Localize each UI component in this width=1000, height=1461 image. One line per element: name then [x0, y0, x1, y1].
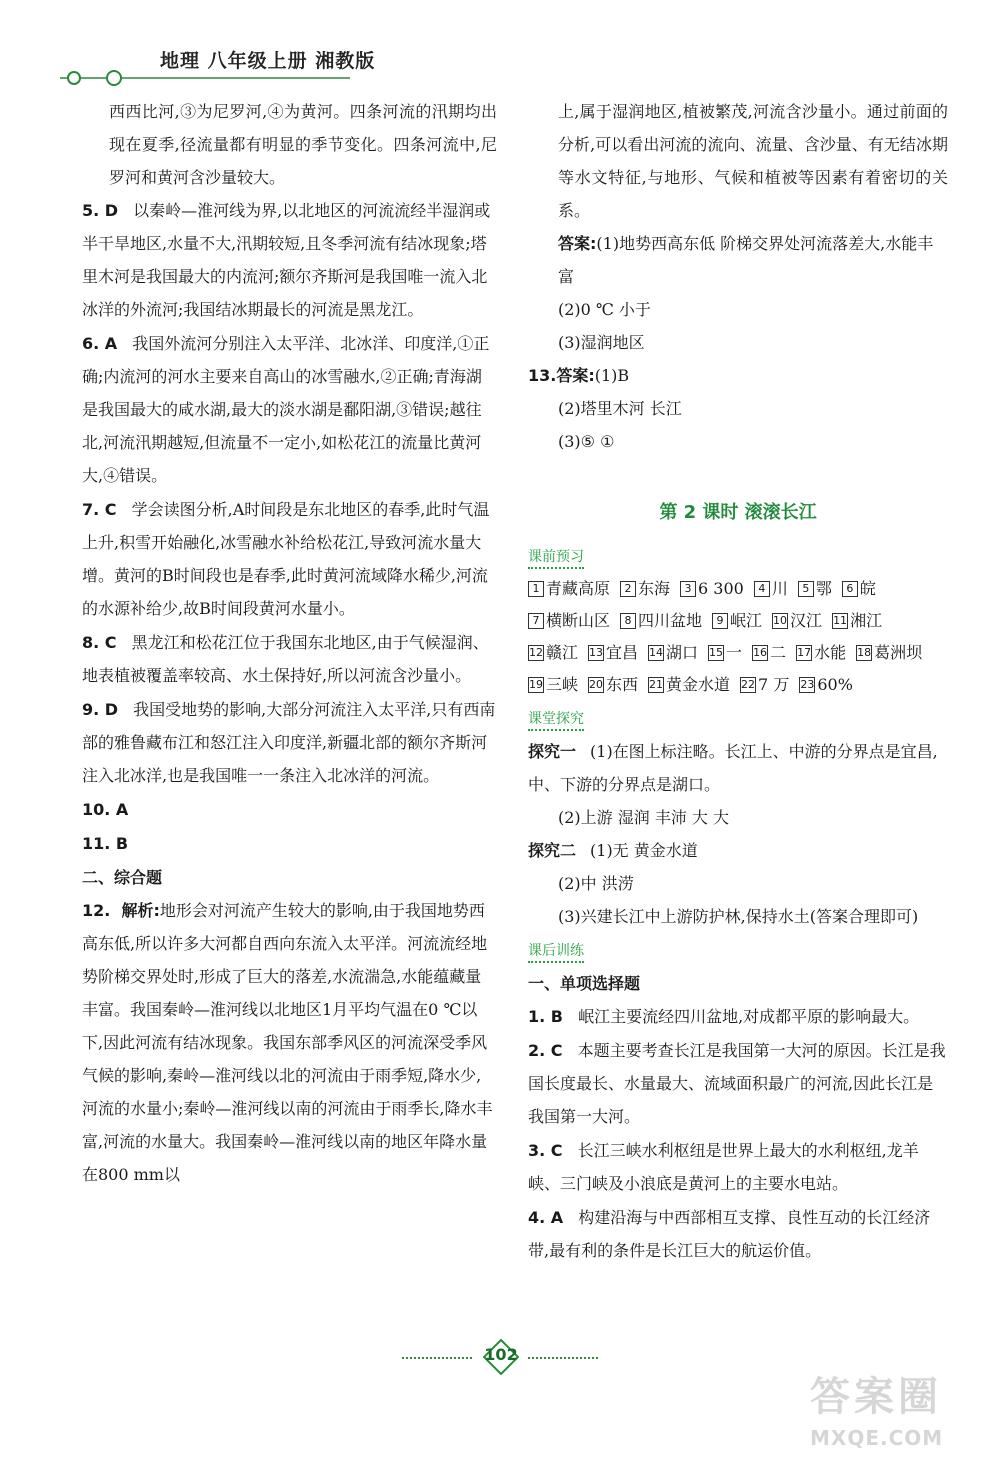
preview-answer-item: [740, 669, 789, 701]
answer-number-box: 20: [589, 678, 604, 691]
answer-12-block: [528, 227, 948, 359]
answer-item-7: [82, 493, 497, 625]
answer-line: (2)0 ℃ 小于: [558, 300, 651, 319]
item-text: 长江三峡水利枢纽是世界上最大的水利枢纽,龙羊峡、三门峡及小浪底是黄河上的主要水电站。: [528, 1141, 919, 1193]
answer-text: 6 300: [698, 579, 744, 598]
watermark: [810, 1375, 943, 1449]
answer-line: (2)上游 湿润 丰沛 大 大: [558, 808, 730, 827]
answer-number-box: 9: [712, 613, 728, 629]
explore-block: [528, 735, 948, 933]
answer-number-box: 21: [649, 678, 664, 691]
item-number: 12.: [82, 901, 111, 920]
preview-answer-item: [798, 573, 832, 605]
answer-text: 宜昌: [606, 643, 639, 662]
answer-text: 一: [726, 643, 743, 662]
item-text: 黑龙江和松花江位于我国东北地区,由于气候湿润、地表植被覆盖率较高、水土保持好,所以河流含沙量小。: [82, 633, 489, 685]
preview-answer-item: [754, 573, 788, 605]
section-heading-comprehensive: 二、综合题: [82, 868, 163, 887]
answer-text: 鄂: [815, 579, 832, 598]
preview-answer-item: [832, 605, 882, 637]
answer-item-8: [82, 626, 497, 692]
answer-number-box: 8: [620, 613, 636, 629]
answer-line: (3)兴建长江中上游防护林,保持水土(答案合理即可): [558, 907, 919, 926]
item-number: 6. A: [82, 334, 118, 353]
answer-item-10: [82, 793, 497, 826]
tag-preview: 课前预习: [528, 547, 584, 569]
left-column: [82, 95, 497, 1192]
answer-number-box: 10: [773, 614, 788, 627]
answer-text: 赣江: [546, 643, 579, 662]
answer-text: 黄金水道: [666, 675, 731, 694]
after-item-1: [528, 1000, 948, 1033]
answer-line: (1)地势西高东低 阶梯交界处河流落差大,水能丰富: [558, 234, 934, 286]
answer-line: (1)无 黄金水道: [590, 841, 698, 860]
answer-number-box: 2: [620, 581, 636, 597]
answer-number-box: 23: [800, 678, 815, 691]
item-number: 3. C: [528, 1141, 563, 1160]
preview-answer-item: [588, 637, 638, 669]
item-number: 1. B: [528, 1007, 563, 1026]
preview-answer-item: [528, 637, 578, 669]
preview-answer-item: [680, 573, 744, 605]
answer-number-box: 16: [753, 646, 768, 659]
section-heading-single-choice: 一、单项选择题: [528, 974, 641, 993]
explore-1-label: 探究一: [528, 742, 577, 761]
answer-text: 东西: [606, 675, 639, 694]
answer-text: 湖口: [666, 643, 699, 662]
footer-dots-left: [402, 1357, 472, 1359]
preview-answer-item: [796, 637, 846, 669]
answer-text: 四川盆地: [638, 611, 703, 630]
answer-number-box: 5: [798, 581, 814, 597]
answer-label: 答案:: [556, 366, 595, 385]
answer-number-box: 18: [857, 646, 872, 659]
right-column: [528, 95, 948, 1268]
answer-number-box: 3: [680, 581, 696, 597]
answer-line: (1)B: [594, 366, 630, 385]
preview-answer-item: [772, 605, 822, 637]
item-number: 9. D: [82, 700, 119, 719]
answer-text: 青藏高原: [546, 579, 611, 598]
watermark-url: MXQE.COM: [810, 1426, 944, 1450]
item-number: 13.: [528, 366, 557, 385]
preview-answer-item: [799, 669, 853, 701]
page-number: 102: [484, 1345, 518, 1364]
answer-item-11: [82, 827, 497, 860]
answer-text: 横断山区: [546, 611, 611, 630]
preview-answer-item: [708, 637, 742, 669]
answer-number-box: 11: [833, 614, 848, 627]
continued-paragraph: 上,属于湿润地区,植被繁茂,河流含沙量小。通过前面的分析,可以看出河流的流向、流量、含沙量、有无结冰期等水文特征,与地形、气候和植被等因素有着密切的关系。: [558, 102, 948, 220]
answer-line: (1)在图上标注略。长江上、中游的分界点是宜昌,中、下游的分界点是湖口。: [528, 742, 938, 794]
answer-number-box: 13: [589, 646, 604, 659]
answer-text: 川: [771, 579, 788, 598]
item-text: 地形会对河流产生较大的影响,由于我国地势西高东低,所以许多大河都自西向东流入太平洋。河流流经地势阶梯交界处时,形成了巨大的落差,水流湍急,水能蕴藏量丰富。我国秦岭—淮河线以北地区1月平均气温在0 ℃以下,因此河流有结冰现象。我国东部季风区的河流深受季风气候的影响,秦岭—淮河线以北的河流由于雨季短,降水少,河流的水量小;秦岭—淮河线以南的河流由于雨季长,降水丰富,河流的水量大。我国秦岭—淮河线以南的地区年降水量在800 mm以: [82, 901, 493, 1184]
item-number: 11. B: [82, 834, 129, 853]
footer-dots-right: [528, 1357, 598, 1359]
answer-text: 东海: [638, 579, 671, 598]
answer-item-12: [82, 894, 497, 1191]
preview-answers: [528, 573, 948, 701]
answer-number-box: 7: [528, 613, 544, 629]
answer-number-box: 4: [754, 581, 770, 597]
answer-text: 葛洲坝: [874, 643, 923, 662]
answer-item-6: [82, 327, 497, 492]
answer-line: (3)⑤ ①: [558, 432, 615, 451]
item-number: 8. C: [82, 633, 117, 652]
tag-after-class: 课后训练: [528, 941, 584, 963]
answer-text: 皖: [859, 579, 876, 598]
preview-answer-item: [648, 669, 730, 701]
preview-answer-item: [856, 637, 922, 669]
answer-number-box: 12: [529, 646, 543, 659]
running-header: 地理 八年级上册 湘教版: [160, 50, 376, 72]
answer-number-box: 6: [842, 581, 858, 597]
item-text: 我国外流河分别注入太平洋、北冰洋、印度洋,①正确;内流河的河水主要来自高山的冰雪融水,②正确;青海湖是我国最大的咸水湖,最大的淡水湖是鄱阳湖,③错误;越往北,河流汛期越短,但流量不一定小,如松花江的流量比黄河大,④错误。: [82, 334, 490, 485]
answer-number-box: 22: [741, 678, 756, 691]
preview-answer-item: [588, 669, 638, 701]
item-text: 岷江主要流经四川盆地,对成都平原的影响最大。: [578, 1007, 920, 1026]
answer-text: 三峡: [546, 675, 579, 694]
after-item-4: [528, 1201, 948, 1267]
answer-item-5: [82, 194, 497, 326]
answer-line: (2)中 洪涝: [558, 874, 634, 893]
preview-answer-item: [752, 637, 786, 669]
answer-number-box: 1: [528, 581, 544, 597]
header-decoration: [60, 66, 360, 90]
item-text: 学会读图分析,A时间段是东北地区的春季,此时气温上升,积雪开始融化,冰雪融水补给松花江,导致河流水量大增。黄河的B时间段也是春季,此时黄河流域降水稀少,河流的水源补给少,故B时间段黄河水量小。: [82, 500, 490, 618]
preview-answer-item: [528, 573, 610, 605]
item-number: 5. D: [82, 201, 119, 220]
answer-item-9: [82, 693, 497, 792]
preview-answer-item: [620, 605, 702, 637]
answer-item-13: [528, 359, 948, 458]
answer-label: 答案:: [558, 234, 597, 253]
answer-line: (3)湿润地区: [558, 333, 645, 352]
item-text: 本题主要考查长江是我国第一大河的原因。长江是我国长度最长、水量最大、流域面积最广的河流,因此长江是我国第一大河。: [528, 1041, 946, 1126]
answer-text: 汉江: [790, 611, 823, 630]
lesson-title: 第 2 课时 滚滚长江: [659, 502, 817, 523]
explore-2-label: 探究二: [528, 841, 577, 860]
item-number: 7. C: [82, 500, 117, 519]
item-number: 4. A: [528, 1208, 564, 1227]
item-number: 10. A: [82, 800, 129, 819]
answer-text: 湘江: [850, 611, 883, 630]
preview-answer-item: [648, 637, 698, 669]
tag-explore: 课堂探究: [528, 709, 584, 731]
after-item-3: [528, 1134, 948, 1200]
answer-number-box: 14: [649, 646, 664, 659]
item-text: 以秦岭—淮河线为界,以北地区的河流流经半湿润或半干旱地区,水量不大,汛期较短,且冬季河流有结冰现象;塔里木河是我国最大的内流河;额尔齐斯河是我国唯一流入北冰洋的外流河;我国结冰期最长的河流是黑龙江。: [82, 201, 491, 319]
after-item-2: [528, 1034, 948, 1133]
answer-text: 二: [770, 643, 787, 662]
answer-number-box: 15: [709, 646, 724, 659]
analysis-label: 解析:: [121, 901, 160, 920]
watermark-logo: 答案圈: [810, 1374, 942, 1420]
answer-line: (2)塔里木河 长江: [558, 399, 682, 418]
answer-text: 岷江: [730, 611, 763, 630]
preview-answer-item: [620, 573, 670, 605]
preview-answer-item: [528, 605, 610, 637]
item-text: 构建沿海与中西部相互支撑、良性互动的长江经济带,最有利的条件是长江巨大的航运价值。: [528, 1208, 931, 1260]
answer-text: 水能: [814, 643, 847, 662]
answer-text: 7 万: [758, 675, 790, 694]
item-text: 我国受地势的影响,大部分河流注入太平洋,只有西南部的雅鲁藏布江和怒江注入印度洋,新疆北部的额尔齐斯河注入北冰洋,也是我国唯一一条注入北冰洋的河流。: [82, 700, 496, 785]
answer-text: 60%: [817, 675, 853, 694]
answer-number-box: 17: [797, 646, 812, 659]
preview-answer-item: [528, 669, 578, 701]
item-number: 2. C: [528, 1041, 563, 1060]
preview-answer-item: [842, 573, 876, 605]
preview-answer-item: [712, 605, 762, 637]
answer-number-box: 19: [529, 678, 543, 691]
continued-paragraph: 西西比河,③为尼罗河,④为黄河。四条河流的汛期均出现在夏季,径流量都有明显的季节变化。四条河流中,尼罗河和黄河含沙量较大。: [109, 102, 497, 187]
